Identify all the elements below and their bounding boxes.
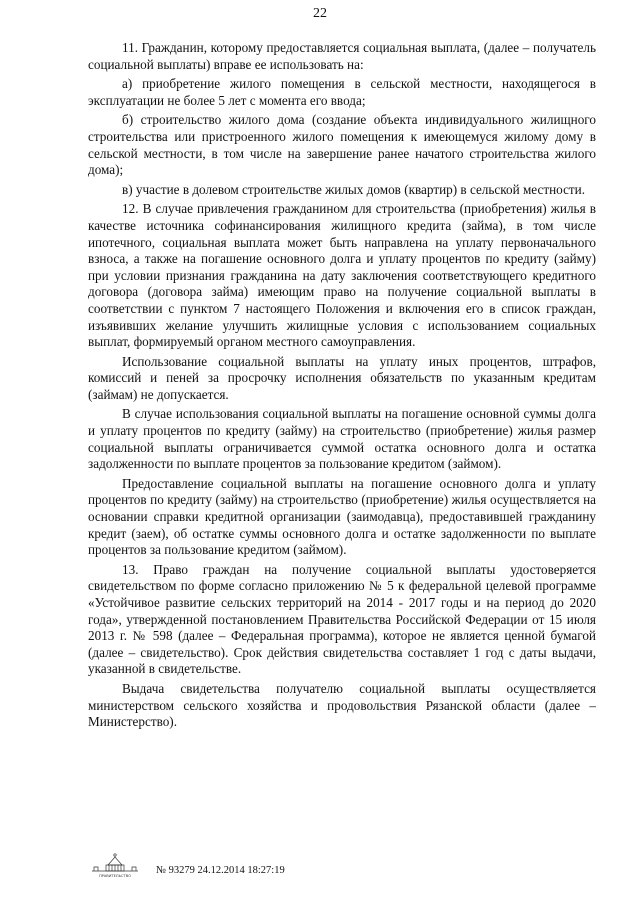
paragraph-11: 11. Гражданин, которому предоставляется социальная выплата, (далее – получатель социальной выплаты) вправе ее использовать на: xyxy=(88,40,596,72)
paragraph-13-issue: Выдача свидетельства получателю социальной выплаты осуществляется министерством сельского хозяйства и продовольствия Рязанской области (далее – Министерство). xyxy=(88,680,596,730)
paragraph-12-certificate: Предоставление социальной выплаты на погашение основного долга и уплату процентов по кредиту (займу) на строительство (приобретение) жилья осуществляется на основании справки кредитной организации (заимодавца), предоставившей гражданину кредит (заем), об остатке суммы основного долга и остатке задолженности по выплате процентов за пользование кредитом (займом). xyxy=(88,475,596,558)
paragraph-12: 12. В случае привлечения гражданином для строительства (приобретения) жилья в качестве источника софинансирования жилищного кредита (займа), в том числе ипотечного, социальная выплата может быть направлена на уплату первоначального взноса, а также на погашение основного долга и уплату процентов по кредиту (займу) при условии признания гражданина на дату заключения соответствующего кредитного договора (договора займа) имеющим право на получение социальной выплаты в соответствии с пунктом 7 настоящего Положения и включения его в список граждан, изъявивших желание улучшить жилищные условия с использованием социальных выплат, формируемый органом местного самоуправления. xyxy=(88,201,596,350)
page-number: 22 xyxy=(313,6,327,21)
registration-info: № 93279 24.12.2014 18:27:19 xyxy=(156,865,285,876)
document-body xyxy=(88,40,596,734)
government-stamp-icon xyxy=(88,852,142,878)
paragraph-12-limit: В случае использования социальной выплаты на погашение основной суммы долга и уплату процентов по кредиту (займу) на строительство (приобретение) жилья размер социальной выплаты ограничивается суммой остатка основного долга и остатка задолженности по выплате процентов за пользование кредитом (займом). xyxy=(88,406,596,472)
document-footer xyxy=(88,852,285,878)
paragraph-13: 13. Право граждан на получение социальной выплаты удостоверяется свидетельством по форме согласно приложению № 5 к федеральной целевой программе «Устойчивое развитие сельских территорий на 2014 - 2017 годы и на период до 2020 года», утвержденной постановлением Правительства Российской Федерации от 15 июля 2013 г. № 598 (далее – Федеральная программа), которое не является ценной бумагой (далее – свидетельство). Срок действия свидетельства составляет 1 год с даты выдачи, указанной в свидетельстве. xyxy=(88,561,596,677)
paragraph-11-b: б) строительство жилого дома (создание объекта индивидуального жилищного строительства или пристроенного жилого помещения к имеющемуся жилому дому в сельской местности, в том числе на завершение ранее начатого строительства жилого дома); xyxy=(88,112,596,178)
paragraph-11-a: а) приобретение жилого помещения в сельской местности, находящегося в эксплуатации не более 5 лет с момента его ввода; xyxy=(88,76,596,108)
stamp-label: ПРАВИТЕЛЬСТВО xyxy=(98,874,132,878)
paragraph-11-c: в) участие в долевом строительстве жилых домов (квартир) в сельской местности. xyxy=(122,181,586,197)
paragraph-12-interest: Использование социальной выплаты на уплату иных процентов, штрафов, комиссий и пеней за просрочку исполнения обязательств по указанным кредитам (займам) не допускается. xyxy=(88,353,596,402)
